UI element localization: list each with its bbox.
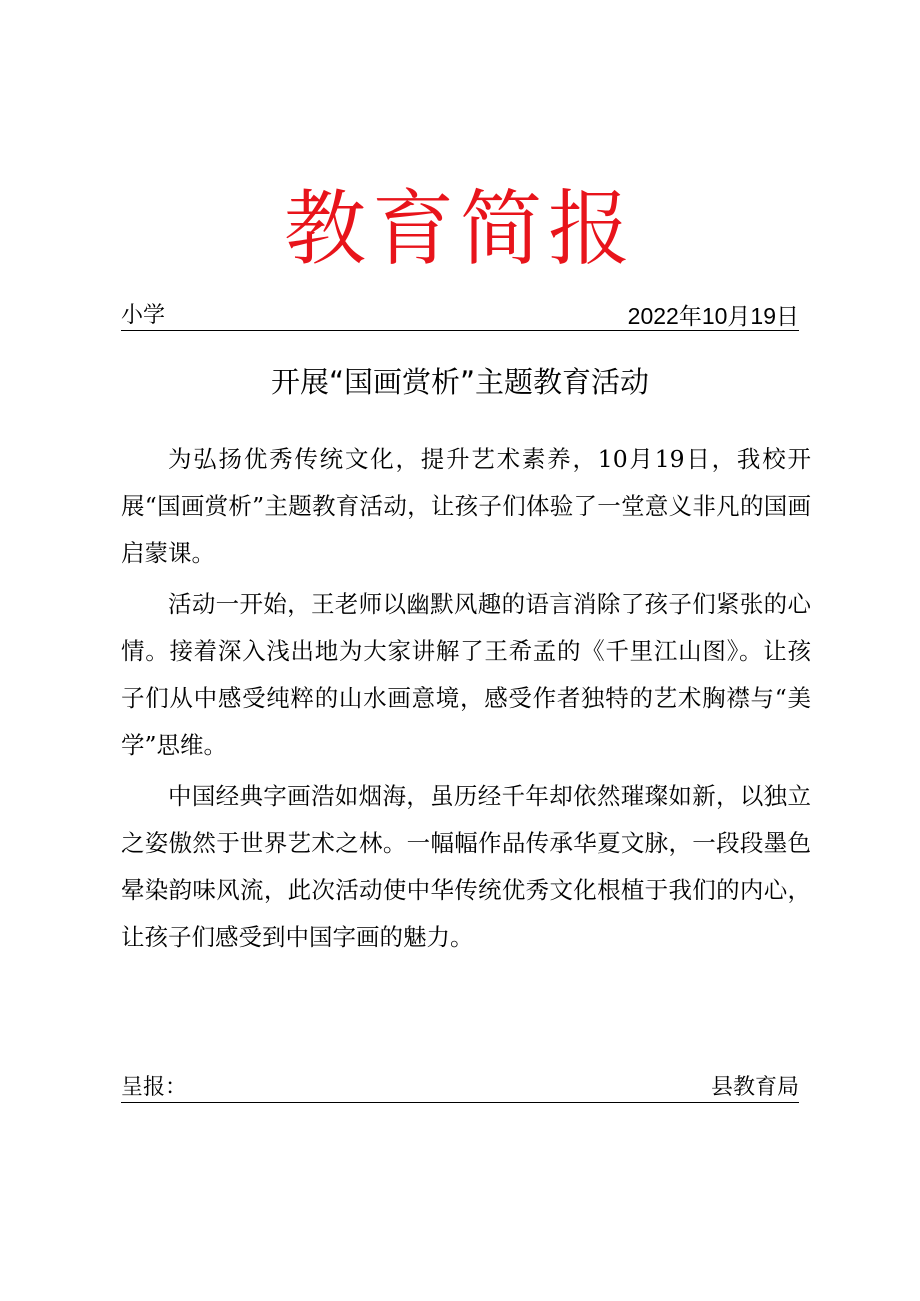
report-label: 呈报： [121,1075,188,1100]
school-name: 小学 [121,303,166,328]
report-date: 2022年10月19日 [627,303,799,329]
masthead-title: 教育简报 [283,182,636,277]
paragraph-2: 活动一开始，王老师以幽默风趣的语言消除了孩子们紧张的心情。接着深入浅出地为大家讲解了王希孟的《千里江山图》。让孩子们从中感受纯粹的山水画意境，感受作者独特的艺术胸襟与“美学”思维。 [121,590,811,759]
article-body [121,436,811,965]
footer-line [121,1074,799,1103]
paragraph-3: 中国经典字画浩如烟海，虽历经千年却依然璀璨如新，以独立之姿傲然于世界艺术之林。一幅幅作品传承华夏文脉，一段段墨色晕染韵味风流，此次活动使中华传统优秀文化根植于我们的内心，让孩子们感受到中国字画的魅力。 [121,782,811,951]
paragraph-1: 为弘扬优秀传统文化，提升艺术素养，10月19日，我校开展“国画赏析”主题教育活动，让孩子们体验了一堂意义非凡的国画启蒙课。 [121,445,811,567]
article-headline: 开展“国画赏析”主题教育活动 [270,365,650,399]
info-line [121,302,799,331]
recipient: 县教育局 [710,1075,799,1100]
